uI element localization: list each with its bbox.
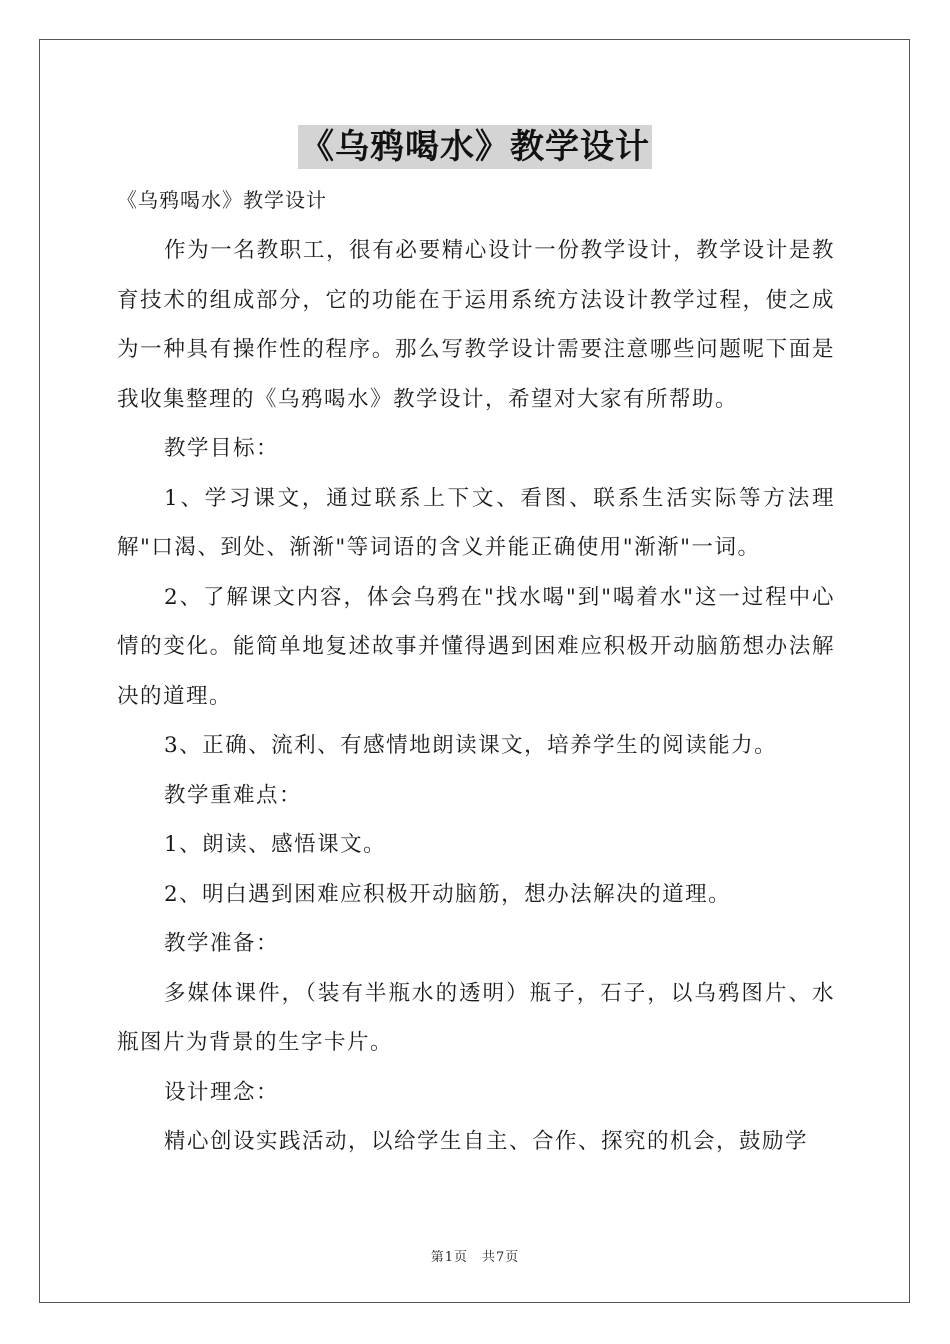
page-total: 共7页	[482, 1250, 520, 1265]
document-body	[117, 180, 835, 1167]
page-footer	[0, 1246, 950, 1265]
paragraph-key-point-1: 1、朗读、感悟课文。	[164, 832, 387, 857]
title-container	[0, 125, 950, 169]
paragraph-key-point-2: 2、明白遇到困难应积极开动脑筋，想办法解决的道理。	[164, 881, 732, 907]
document-title: 《乌鸦喝水》教学设计	[300, 127, 650, 167]
heading-key-points: 教学重难点：	[164, 782, 303, 808]
document-subtitle: 《乌鸦喝水》教学设计	[117, 188, 327, 212]
heading-design-concept: 设计理念：	[164, 1079, 280, 1105]
paragraph-objective-2: 2、了解课文内容，体会乌鸦在"找水喝"到"喝着水"这一过程中心情的变化。能简单地复述故事并懂得遇到困难应积极开动脑筋想办法解决的道理。	[117, 584, 835, 709]
heading-preparation: 教学准备：	[164, 931, 280, 956]
heading-objectives: 教学目标：	[164, 436, 280, 461]
page-number: 第1页	[430, 1250, 468, 1265]
paragraph-objective-3: 3、正确、流利、有感情地朗读课文，培养学生的阅读能力。	[164, 733, 778, 758]
paragraph-objective-1: 1、学习课文，通过联系上下文、看图、联系生活实际等方法理解"口渴、到处、渐渐"等词语的含义并能正确使用"渐渐"一词。	[117, 485, 835, 560]
paragraph-preparation: 多媒体课件，（装有半瓶水的透明）瓶子，石子，以乌鸦图片、水瓶图片为背景的生字卡片。	[117, 980, 835, 1055]
paragraph-design-concept: 精心创设实践活动，以给学生自主、合作、探究的机会，鼓励学	[164, 1129, 809, 1154]
paragraph-intro: 作为一名教职工，很有必要精心设计一份教学设计，教学设计是教育技术的组成部分，它的功能在于运用系统方法设计教学过程，使之成为一种具有操作性的程序。那么写教学设计需要注意哪些问题呢下面是我收集整理的《乌鸦喝水》教学设计，希望对大家有所帮助。	[117, 238, 835, 412]
